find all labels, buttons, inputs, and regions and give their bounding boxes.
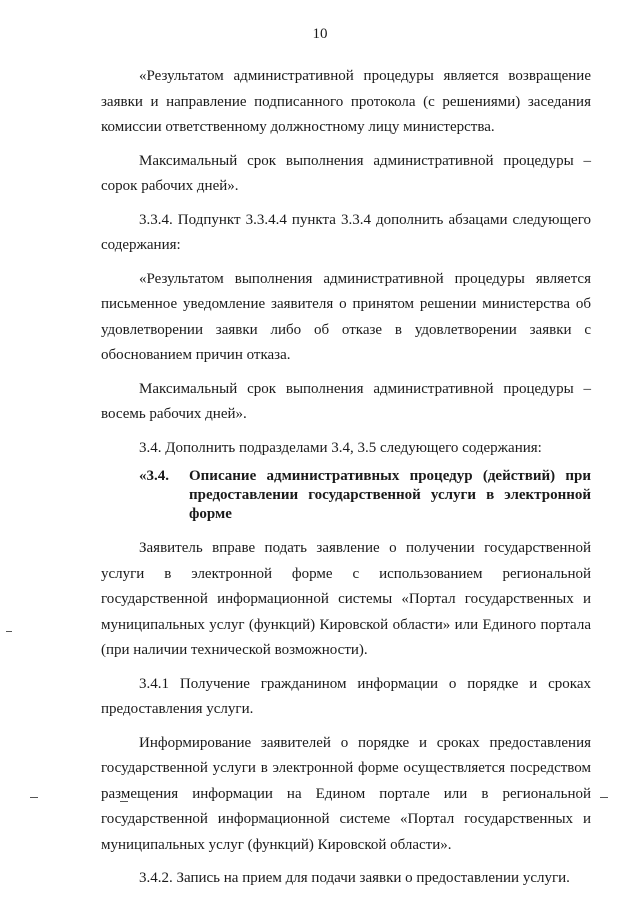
scan-mark-left-1 [6,631,12,632]
scan-mark-left-2 [30,797,38,798]
paragraph-applicant-right: Заявитель вправе подать заявление о получении государственной услуги в электронной форме с использованием региональной государственной информационной системы «Портал государственных и муниципальных услуг (функций) Кировской области» или Единого портала (при наличии технической возможности). [101,540,591,658]
paragraph-3-4-1: 3.4.1 Получение гражданином информации о порядке и сроках предоставления услуги. [101,675,591,717]
paragraph-result-notification: «Результатом выполнения административной процедуры является письменное уведомление заявителя о принятом решении министерства об удовлетворении заявки либо об отказе в удовлетворении заявки с обоснованием причин отказа. [101,270,591,363]
section-heading-number: «3.4. [139,468,169,484]
section-heading-text: Описание административных процедур (действий) при предоставлении государственной услуги в электронной форме [189,468,591,522]
scan-mark-right [600,797,608,798]
scan-mark-bottom [120,801,128,802]
page-number: 10 [312,26,328,42]
paragraph-subclause-3-3-4: 3.3.4. Подпункт 3.3.4.4 пункта 3.3.4 дополнить абзацами следующего содержания: [101,211,591,253]
paragraph-result-return: «Результатом административной процедуры является возвращение заявки и направление подписанного протокола (с решениями) заседания комиссии ответственному должностному лицу министерства. [101,68,591,135]
section-heading-3-4 [139,467,591,524]
paragraph-max-term-eight: Максимальный срок выполнения административной процедуры – восемь рабочих дней». [101,380,591,422]
paragraph-max-term-forty: Максимальный срок выполнения административной процедуры – сорок рабочих дней». [101,152,591,194]
document-body [101,64,591,900]
paragraph-3-4-2: 3.4.2. Запись на прием для подачи заявки о предоставлении услуги. [139,870,570,886]
paragraph-add-subsections: 3.4. Дополнить подразделами 3.4, 3.5 следующего содержания: [139,439,542,456]
paragraph-informing: Информирование заявителей о порядке и сроках предоставления государственной услуги в электронной форме осуществляется посредством размещения информации на Едином портале или в региональной государственной информационной системе «Портал государственных и муниципальных услуг (функций) Кировской области». [101,734,591,853]
